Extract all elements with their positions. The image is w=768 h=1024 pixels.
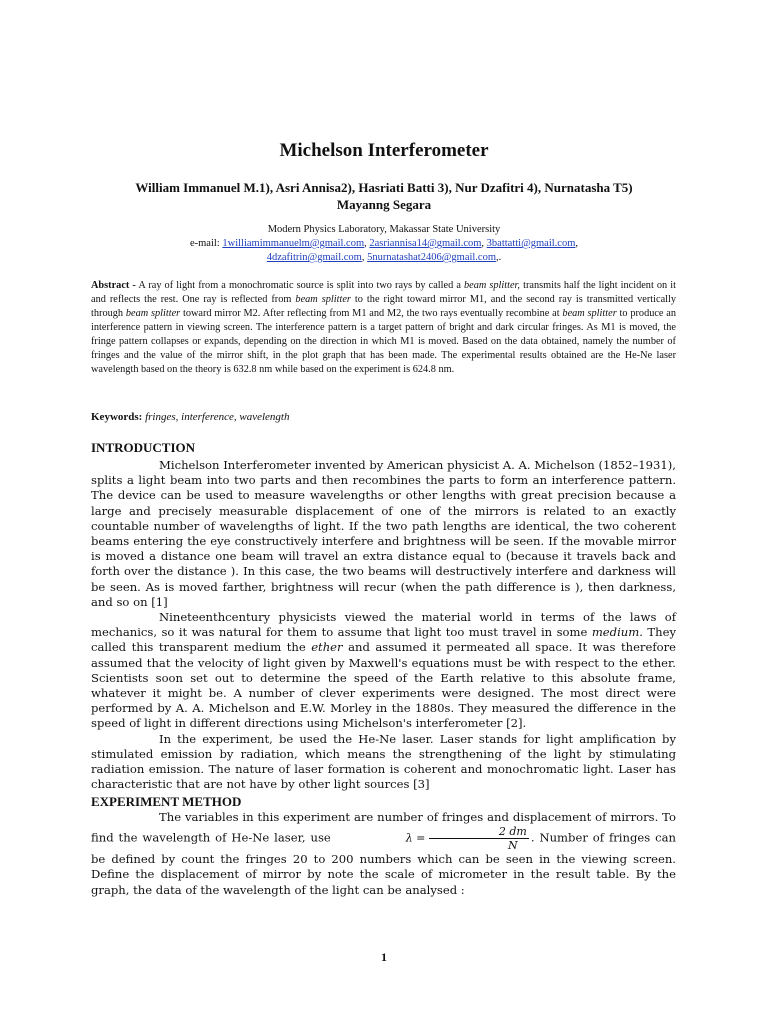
method-body bbox=[91, 810, 676, 898]
intro-paragraph-3: In the experiment, be used the He-Ne laser. Laser stands for light amplification by stimulated emission by radiation, which means the strengthening of the light by stimulating radiation emission. The nature of laser formation is coherent and monochromatic light. Laser has characteristic that are not have by other light sources [3] bbox=[91, 731, 676, 792]
email-line-1: e-mail: 1williamimmanuelm@gmail.com, 2asriannisa14@gmail.com, 3battatti@gmail.com, bbox=[189, 238, 578, 249]
keywords-label: Keywords: bbox=[91, 411, 143, 423]
email-link-4[interactable]: 4dzafitrin@gmail.com bbox=[266, 252, 362, 263]
abstract: Abstract - A ray of light from a monochromatic source is split into two rays by called a beam splitter, transmits half the light incident on it and reflects the rest. One ray is reflected from beam splitter to the right toward mirror M1, and the second ray is transmitted vertically through beam splitter toward mirror M2. After reflecting from M1 and M2, the two rays eventually recombine at beam splitter to produce an interference pattern in viewing screen. The interference pattern is a target pattern of bright and dark circular fringes. As M1 is moved, the fringe pattern collapses or expands, depending on the direction in which M1 is moved. Based on the data obtained, namely the number of fringes and the value of the mirror shift, in the plot graph that has been made. The experimental results obtained are the He-Ne laser wavelength based on the theory is 632.8 nm while based on the experiment is 624.8 nm. bbox=[91, 280, 677, 375]
email-link-5[interactable]: 5nurnatashat2406@gmail.com bbox=[367, 252, 497, 263]
introduction-body bbox=[91, 458, 676, 792]
email-link-1[interactable]: 1williamimmanuelm@gmail.com bbox=[222, 238, 365, 249]
intro-paragraph-2: Nineteenthcentury physicists viewed the material world in terms of the laws of mechanics, so it was natural for them to assume that light too must travel in some medium. They called this transparent medium the ether and assumed it permeated all space. It was therefore assumed that the velocity of light given by Maxwell's equations must be with respect to the ether. Scientists soon set out to determine the speed of the Earth relative to this absolute frame, whatever it might be. A number of clever experiments were designed. The most direct were performed by A. A. Michelson and E.W. Morley in the 1880s. They measured the difference in the speed of light in different directions using Michelson's interferometer [2]. bbox=[91, 610, 677, 731]
affiliation: Modern Physics Laboratory, Makassar State University bbox=[267, 224, 501, 235]
email-link-2[interactable]: 2asriannisa14@gmail.com bbox=[369, 238, 482, 249]
keywords-value: fringes, interference, wavelength bbox=[145, 411, 290, 423]
intro-paragraph-1: Michelson Interferometer invented by American physicist A. A. Michelson (1852–1931), splits a light beam into two parts and then recombines the parts to form an interference pattern. The device can be used to measure wavelengths or other lengths with great precision because a large and precisely measurable displacement of one of the mirrors is related to an exactly countable number of wavelengths of light. If the two path lengths are identical, the two coherent beams entering the eye constructively interfere and brightness will be seen. If the movable mirror is moved a distance one beam will travel an extra distance equal to (because it travels back and forth over the distance ). In this case, the two beams will destructively interfere and darkness will be seen. As is moved farther, brightness will recur (when the path difference is ), then darkness, and so on [1] bbox=[91, 458, 676, 609]
method-paragraph-1: The variables in this experiment are number of fringes and displacement of mirrors. To find the wavelength of He-Ne laser, use λ = $\frac{2 dm}{N}$ . Number of fringes can be defined by count the fringes 20 to 200 numbers which can be seen in the viewing screen. Define the displacement of mirror by note the scale of micrometer in the result table. By the graph, the data of the wavelength of the light can be analysed : bbox=[91, 810, 676, 897]
author-line-2: Mayanng Segara bbox=[336, 197, 432, 212]
page-number: 1 bbox=[381, 950, 387, 964]
keywords bbox=[91, 411, 676, 423]
wavelength-formula: λ = $\frac{2 dm}{N}$ bbox=[405, 825, 527, 853]
paper-title: Michelson Interferometer bbox=[279, 140, 489, 161]
abstract-label: Abstract - bbox=[91, 280, 136, 291]
email-link-3[interactable]: 3battatti@gmail.com bbox=[486, 238, 576, 249]
email-prefix: e-mail: bbox=[189, 238, 220, 249]
affiliation-block bbox=[90, 223, 678, 265]
email-line-2: 4dzafitrin@gmail.com, 5nurnatashat2406@gmail.com,. bbox=[266, 252, 502, 263]
introduction-heading: INTRODUCTION bbox=[91, 440, 196, 455]
author-list bbox=[90, 179, 678, 213]
method-heading: EXPERIMENT METHOD bbox=[91, 794, 242, 809]
author-line-1: William Immanuel M.1), Asri Annisa2), Hasriati Batti 3), Nur Dzafitri 4), Nurnatasha T5) bbox=[135, 180, 633, 195]
